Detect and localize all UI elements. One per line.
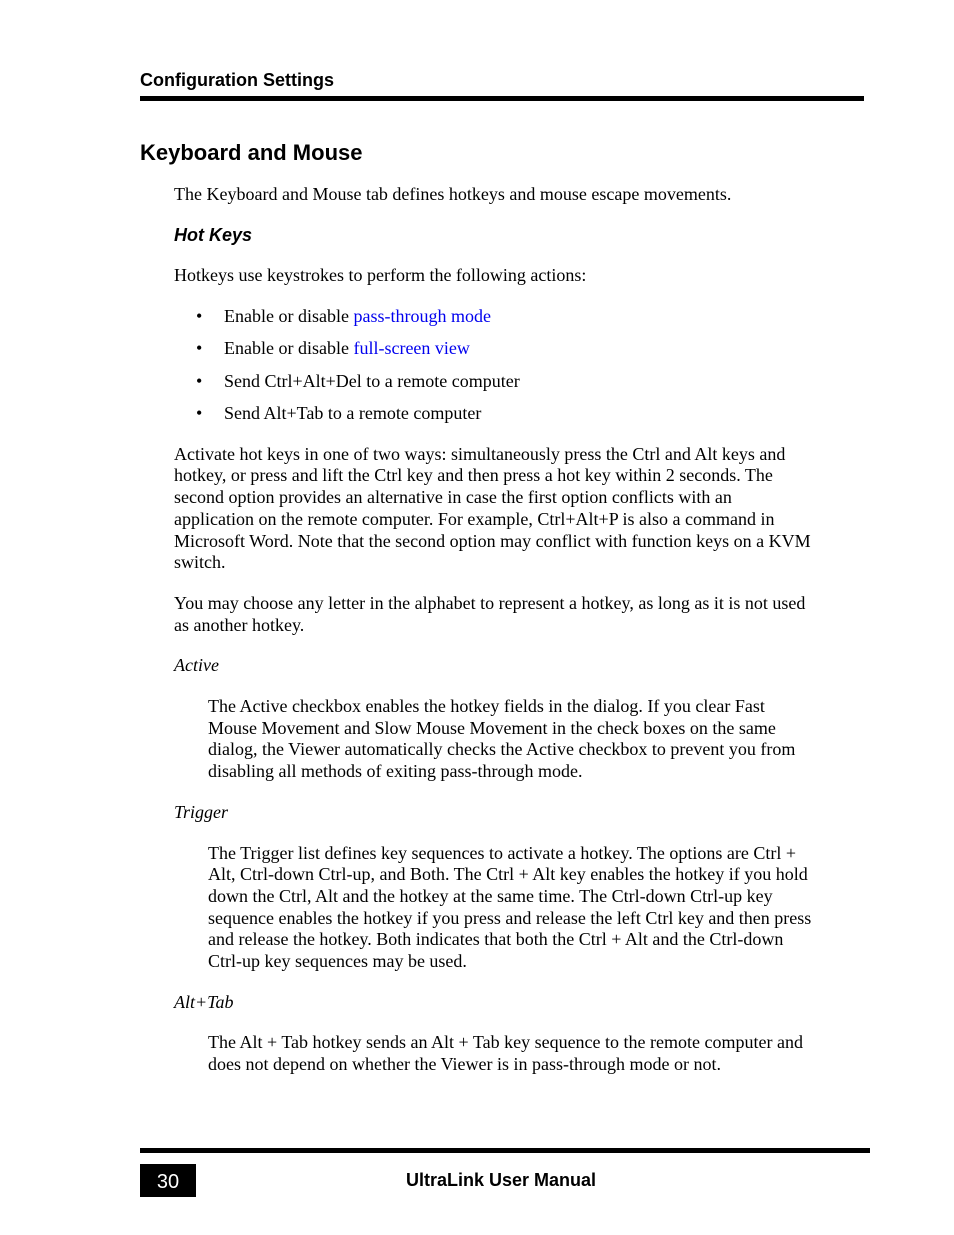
header-rule: [140, 96, 864, 101]
term-active-description: The Active checkbox enables the hotkey fields in the dialog. If you clear Fast Mouse Movement and Slow Mouse Movement in the check boxes on the same dialog, the Viewer automatically checks the Active checkbox to prevent you from disabling all methods of exiting pass-through mode.: [208, 696, 796, 782]
activation-paragraph: Activate hot keys in one of two ways: simultaneously press the Ctrl and Alt keys and hotkey, or press and lift the Ctrl key and then press a hot key within 2 seconds. The second option provides an alternative in case the first option conflicts with an application on the remote computer. For example, Ctrl+Alt+P is also a command in Microsoft Word. Note that the second option may conflict with function keys on a KVM switch.: [174, 443, 811, 573]
pass-through-mode-link[interactable]: pass-through mode: [353, 306, 491, 327]
bullet-icon: •: [196, 306, 203, 327]
intro-paragraph: The Keyboard and Mouse tab defines hotkeys and mouse escape movements.: [174, 184, 732, 204]
hot-keys-lead: Hotkeys use keystrokes to perform the following actions:: [174, 265, 587, 286]
hotkey-actions-list: [174, 306, 814, 425]
list-item-text: Send Alt+Tab to a remote computer: [224, 403, 482, 423]
list-item-text: Enable or disable: [224, 306, 354, 327]
page-number: 30: [140, 1164, 196, 1197]
hot-keys-heading: Hot Keys: [174, 224, 253, 245]
list-item-text: Enable or disable: [224, 338, 354, 359]
list-item: [174, 306, 814, 328]
term-alt-tab-description: The Alt + Tab hotkey sends an Alt + Tab key sequence to the remote computer and does not depend on whether the Viewer is in pass-through mode or not.: [208, 1032, 803, 1075]
term-alt-tab: Alt+Tab: [174, 991, 234, 1012]
term-trigger-description: The Trigger list defines key sequences to activate a hotkey. The options are Ctrl + Alt, Ctrl-down Ctrl-up, and Both. The Ctrl + Alt key enables the hotkey if you hold down the Ctrl, Alt and the hotkey at the same time. The Ctrl-down Ctrl-up key sequence enables the hotkey if you press and release the left Ctrl key and then press and release the hotkey. Both indicates that both the Ctrl + Alt and the Ctrl-down Ctrl-up key sequences may be used.: [208, 842, 812, 972]
term-trigger: Trigger: [174, 801, 229, 822]
list-item: [174, 338, 814, 360]
bullet-icon: •: [196, 370, 203, 391]
full-screen-view-link[interactable]: full-screen view: [353, 338, 470, 359]
page-content: [174, 184, 814, 1095]
term-active: Active: [174, 655, 219, 676]
list-item-text: Send Ctrl+Alt+Del to a remote computer: [224, 370, 520, 391]
footer-rule: [140, 1148, 870, 1153]
running-head: Configuration Settings: [140, 70, 334, 90]
letter-choice-paragraph: You may choose any letter in the alphabet to represent a hotkey, as long as it is not used as another hotkey.: [174, 592, 806, 635]
section-title: Keyboard and Mouse: [140, 140, 363, 165]
bullet-icon: •: [196, 403, 203, 423]
bullet-icon: •: [196, 338, 203, 359]
list-item: [174, 371, 814, 393]
footer-title: UltraLink User Manual: [406, 1170, 597, 1190]
list-item: [174, 403, 814, 425]
